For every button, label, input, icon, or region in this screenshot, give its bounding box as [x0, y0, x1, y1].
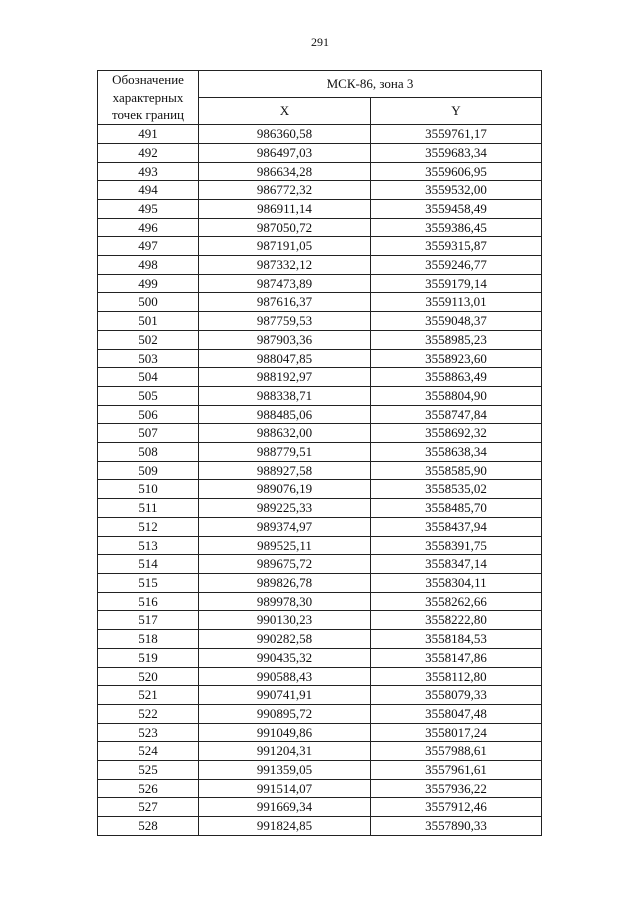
- table-row: [98, 293, 542, 312]
- y-cell: 3558485,70: [371, 499, 542, 518]
- y-cell: 3557988,61: [371, 742, 542, 761]
- table-row: [98, 779, 542, 798]
- point-id-cell: 493: [98, 162, 199, 181]
- table-row: [98, 443, 542, 462]
- point-id-cell: 518: [98, 630, 199, 649]
- table-row: [98, 611, 542, 630]
- table-row: [98, 405, 542, 424]
- x-cell: 990130,23: [199, 611, 371, 630]
- point-id-cell: 502: [98, 330, 199, 349]
- point-id-cell: 519: [98, 648, 199, 667]
- point-id-cell: 497: [98, 237, 199, 256]
- y-cell: 3557936,22: [371, 779, 542, 798]
- x-cell: 986360,58: [199, 125, 371, 144]
- table-row: [98, 256, 542, 275]
- point-id-cell: 510: [98, 480, 199, 499]
- x-cell: 991824,85: [199, 817, 371, 836]
- point-id-cell: 506: [98, 405, 199, 424]
- table-row: [98, 761, 542, 780]
- x-cell: 989826,78: [199, 573, 371, 592]
- point-id-cell: 500: [98, 293, 199, 312]
- x-cell: 989525,11: [199, 536, 371, 555]
- y-cell: 3559761,17: [371, 125, 542, 144]
- x-cell: 990741,91: [199, 686, 371, 705]
- point-id-cell: 523: [98, 723, 199, 742]
- table-row: [98, 723, 542, 742]
- header-y: Y: [371, 98, 542, 125]
- y-cell: 3558112,80: [371, 667, 542, 686]
- point-id-cell: 521: [98, 686, 199, 705]
- x-cell: 987616,37: [199, 293, 371, 312]
- point-id-cell: 525: [98, 761, 199, 780]
- point-id-cell: 511: [98, 499, 199, 518]
- table-row: [98, 274, 542, 293]
- table-row: [98, 742, 542, 761]
- header-points-label: Обозначение характерных точек границ: [98, 71, 199, 125]
- table-row: [98, 517, 542, 536]
- table-row: [98, 573, 542, 592]
- table-row: [98, 181, 542, 200]
- x-cell: 988927,58: [199, 461, 371, 480]
- y-cell: 3559246,77: [371, 256, 542, 275]
- point-id-cell: 528: [98, 817, 199, 836]
- point-id-cell: 507: [98, 424, 199, 443]
- point-id-cell: 516: [98, 592, 199, 611]
- table-row: [98, 349, 542, 368]
- x-cell: 987759,53: [199, 312, 371, 331]
- table-row: [98, 237, 542, 256]
- y-cell: 3558184,53: [371, 630, 542, 649]
- point-id-cell: 508: [98, 443, 199, 462]
- y-cell: 3558262,66: [371, 592, 542, 611]
- y-cell: 3559532,00: [371, 181, 542, 200]
- y-cell: 3559386,45: [371, 218, 542, 237]
- point-id-cell: 509: [98, 461, 199, 480]
- table-row: [98, 480, 542, 499]
- x-cell: 986497,03: [199, 143, 371, 162]
- point-id-cell: 524: [98, 742, 199, 761]
- point-id-cell: 520: [98, 667, 199, 686]
- table-row: [98, 386, 542, 405]
- x-cell: 991359,05: [199, 761, 371, 780]
- table-row: [98, 555, 542, 574]
- y-cell: 3559113,01: [371, 293, 542, 312]
- point-id-cell: 513: [98, 536, 199, 555]
- y-cell: 3558391,75: [371, 536, 542, 555]
- y-cell: 3558747,84: [371, 405, 542, 424]
- table-body: [98, 125, 542, 836]
- table-row: [98, 667, 542, 686]
- x-cell: 986634,28: [199, 162, 371, 181]
- y-cell: 3558079,33: [371, 686, 542, 705]
- point-id-cell: 526: [98, 779, 199, 798]
- y-cell: 3559683,34: [371, 143, 542, 162]
- x-cell: 987903,36: [199, 330, 371, 349]
- x-cell: 991514,07: [199, 779, 371, 798]
- x-cell: 990895,72: [199, 704, 371, 723]
- table-row: [98, 143, 542, 162]
- table-row: [98, 536, 542, 555]
- y-cell: 3558047,48: [371, 704, 542, 723]
- y-cell: 3558304,11: [371, 573, 542, 592]
- point-id-cell: 491: [98, 125, 199, 144]
- x-cell: 989374,97: [199, 517, 371, 536]
- table-row: [98, 162, 542, 181]
- x-cell: 990435,32: [199, 648, 371, 667]
- x-cell: 987332,12: [199, 256, 371, 275]
- table-row: [98, 199, 542, 218]
- table-row: [98, 125, 542, 144]
- x-cell: 991669,34: [199, 798, 371, 817]
- point-id-cell: 517: [98, 611, 199, 630]
- y-cell: 3558923,60: [371, 349, 542, 368]
- y-cell: 3559179,14: [371, 274, 542, 293]
- table-row: [98, 704, 542, 723]
- header-coordinate-system: МСК-86, зона 3: [199, 71, 542, 98]
- y-cell: 3558985,23: [371, 330, 542, 349]
- point-id-cell: 498: [98, 256, 199, 275]
- x-cell: 991049,86: [199, 723, 371, 742]
- table-row: [98, 630, 542, 649]
- point-id-cell: 494: [98, 181, 199, 200]
- x-cell: 989978,30: [199, 592, 371, 611]
- x-cell: 991204,31: [199, 742, 371, 761]
- x-cell: 988047,85: [199, 349, 371, 368]
- table-row: [98, 648, 542, 667]
- table-row: [98, 592, 542, 611]
- point-id-cell: 504: [98, 368, 199, 387]
- y-cell: 3559458,49: [371, 199, 542, 218]
- y-cell: 3557890,33: [371, 817, 542, 836]
- x-cell: 989225,33: [199, 499, 371, 518]
- x-cell: 988192,97: [199, 368, 371, 387]
- point-id-cell: 527: [98, 798, 199, 817]
- table-row: [98, 424, 542, 443]
- point-id-cell: 512: [98, 517, 199, 536]
- table-row: [98, 218, 542, 237]
- x-cell: 987050,72: [199, 218, 371, 237]
- table-row: [98, 817, 542, 836]
- y-cell: 3557961,61: [371, 761, 542, 780]
- y-cell: 3558535,02: [371, 480, 542, 499]
- point-id-cell: 514: [98, 555, 199, 574]
- header-x: X: [199, 98, 371, 125]
- table-row: [98, 798, 542, 817]
- table-row: [98, 461, 542, 480]
- point-id-cell: 499: [98, 274, 199, 293]
- x-cell: 987191,05: [199, 237, 371, 256]
- table-row: [98, 330, 542, 349]
- point-id-cell: 522: [98, 704, 199, 723]
- table-row: [98, 686, 542, 705]
- point-id-cell: 505: [98, 386, 199, 405]
- x-cell: 986911,14: [199, 199, 371, 218]
- x-cell: 990282,58: [199, 630, 371, 649]
- y-cell: 3558692,32: [371, 424, 542, 443]
- table-row: [98, 312, 542, 331]
- x-cell: 988779,51: [199, 443, 371, 462]
- table-row: [98, 368, 542, 387]
- y-cell: 3559048,37: [371, 312, 542, 331]
- y-cell: 3558804,90: [371, 386, 542, 405]
- y-cell: 3558222,80: [371, 611, 542, 630]
- x-cell: 989076,19: [199, 480, 371, 499]
- y-cell: 3559606,95: [371, 162, 542, 181]
- y-cell: 3559315,87: [371, 237, 542, 256]
- point-id-cell: 496: [98, 218, 199, 237]
- x-cell: 988485,06: [199, 405, 371, 424]
- y-cell: 3558147,86: [371, 648, 542, 667]
- point-id-cell: 501: [98, 312, 199, 331]
- x-cell: 989675,72: [199, 555, 371, 574]
- page-number: 291: [311, 35, 329, 49]
- y-cell: 3558638,34: [371, 443, 542, 462]
- y-cell: 3558437,94: [371, 517, 542, 536]
- coordinates-table: [97, 70, 542, 836]
- y-cell: 3558347,14: [371, 555, 542, 574]
- point-id-cell: 503: [98, 349, 199, 368]
- x-cell: 988338,71: [199, 386, 371, 405]
- x-cell: 988632,00: [199, 424, 371, 443]
- y-cell: 3558585,90: [371, 461, 542, 480]
- y-cell: 3558863,49: [371, 368, 542, 387]
- x-cell: 986772,32: [199, 181, 371, 200]
- x-cell: 987473,89: [199, 274, 371, 293]
- y-cell: 3558017,24: [371, 723, 542, 742]
- point-id-cell: 492: [98, 143, 199, 162]
- point-id-cell: 515: [98, 573, 199, 592]
- y-cell: 3557912,46: [371, 798, 542, 817]
- table-row: [98, 499, 542, 518]
- point-id-cell: 495: [98, 199, 199, 218]
- x-cell: 990588,43: [199, 667, 371, 686]
